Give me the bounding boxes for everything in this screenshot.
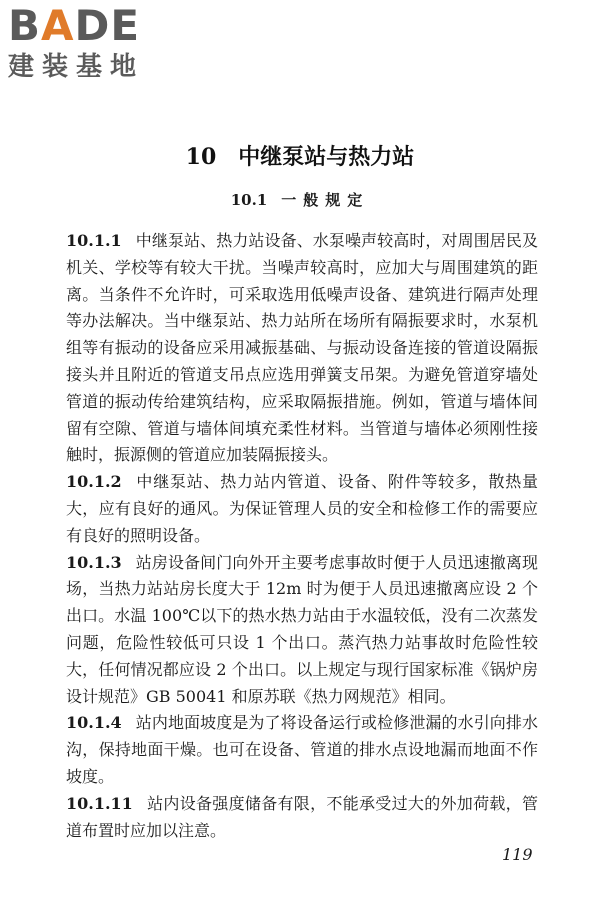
clause-10-1-3: [66, 550, 538, 711]
bade-logo: [8, 1, 178, 84]
clause-text: 站房设备间门向外开主要考虑事故时便于人员迅速撤离现场，当热力站站房长度大于 12m 时为便于人员迅速撤离应设 2 个出口。水温 100℃以下的热水热力站由于水温较低，没有二次蒸发问题，危险性较低可只设 1 个出口。蒸汽热力站事故时危险性较大，任何情况都应设 2 个出口。以上规定与现行国家标准《锅炉房设计规范》GB 50041 和原苏联《热力网规范》相同。: [66, 552, 538, 706]
page-number: 119: [502, 845, 533, 864]
logo-letters-after: DE: [74, 1, 141, 50]
chapter-title: [0, 140, 600, 171]
clause-number: 10.1.2: [66, 472, 122, 492]
clause-number: 10.1.3: [66, 552, 122, 572]
section-title-text: 一般规定: [281, 191, 370, 209]
logo-subtitle: 建装基地: [8, 52, 145, 82]
clause-number: 10.1.11: [66, 793, 133, 813]
chapter-number: 10: [185, 144, 217, 170]
clause-text: 中继泵站、热力站内管道、设备、附件等较多，散热量大，应有良好的通风。为保证管理人员的安全和检修工作的需要应有良好的照明设备。: [66, 472, 538, 545]
logo-wordmark: [8, 1, 178, 50]
section-title: [0, 189, 600, 210]
clause-10-1-1: [66, 228, 538, 469]
chapter-title-text: 中继泵站与热力站: [238, 144, 415, 170]
clause-text: 站内地面坡度是为了将设备运行或检修泄漏的水引向排水沟，保持地面干燥。也可在设备、管道的排水点设地漏而地面不作坡度。: [66, 713, 538, 786]
logo-accent-letter: A: [41, 1, 75, 50]
clause-number: 10.1.4: [66, 713, 122, 733]
clause-list: [66, 228, 538, 844]
clause-text: 站内设备强度储备有限，不能承受过大的外加荷载，管道布置时应加以注意。: [66, 793, 538, 840]
clause-10-1-2: [66, 469, 538, 549]
logo-letters-before: B: [8, 1, 42, 50]
clause-10-1-4: [66, 710, 538, 790]
section-number: 10.1: [230, 191, 268, 209]
clause-text: 中继泵站、热力站设备、水泵噪声较高时，对周围居民及机关、学校等有较大干扰。当噪声较高时，应加大与周围建筑的距离。当条件不允许时，可采取选用低噪声设备、建筑进行隔声处理等办法解决。当中继泵站、热力站所在场所有隔振要求时，水泵机组等有振动的设备应采用减振基础、与振动设备连接的管道设隔振接头并且附近的管道支吊点应选用弹簧支吊架。为避免管道穿墙处管道的振动传给建筑结构，应采取隔振措施。例如，管道与墙体间留有空隙、管道与墙体间填充柔性材料。当管道与墙体必须刚性接触时，振源侧的管道应加装隔振接头。: [66, 231, 538, 465]
clause-10-1-11: [66, 791, 538, 845]
clause-number: 10.1.1: [66, 231, 122, 250]
